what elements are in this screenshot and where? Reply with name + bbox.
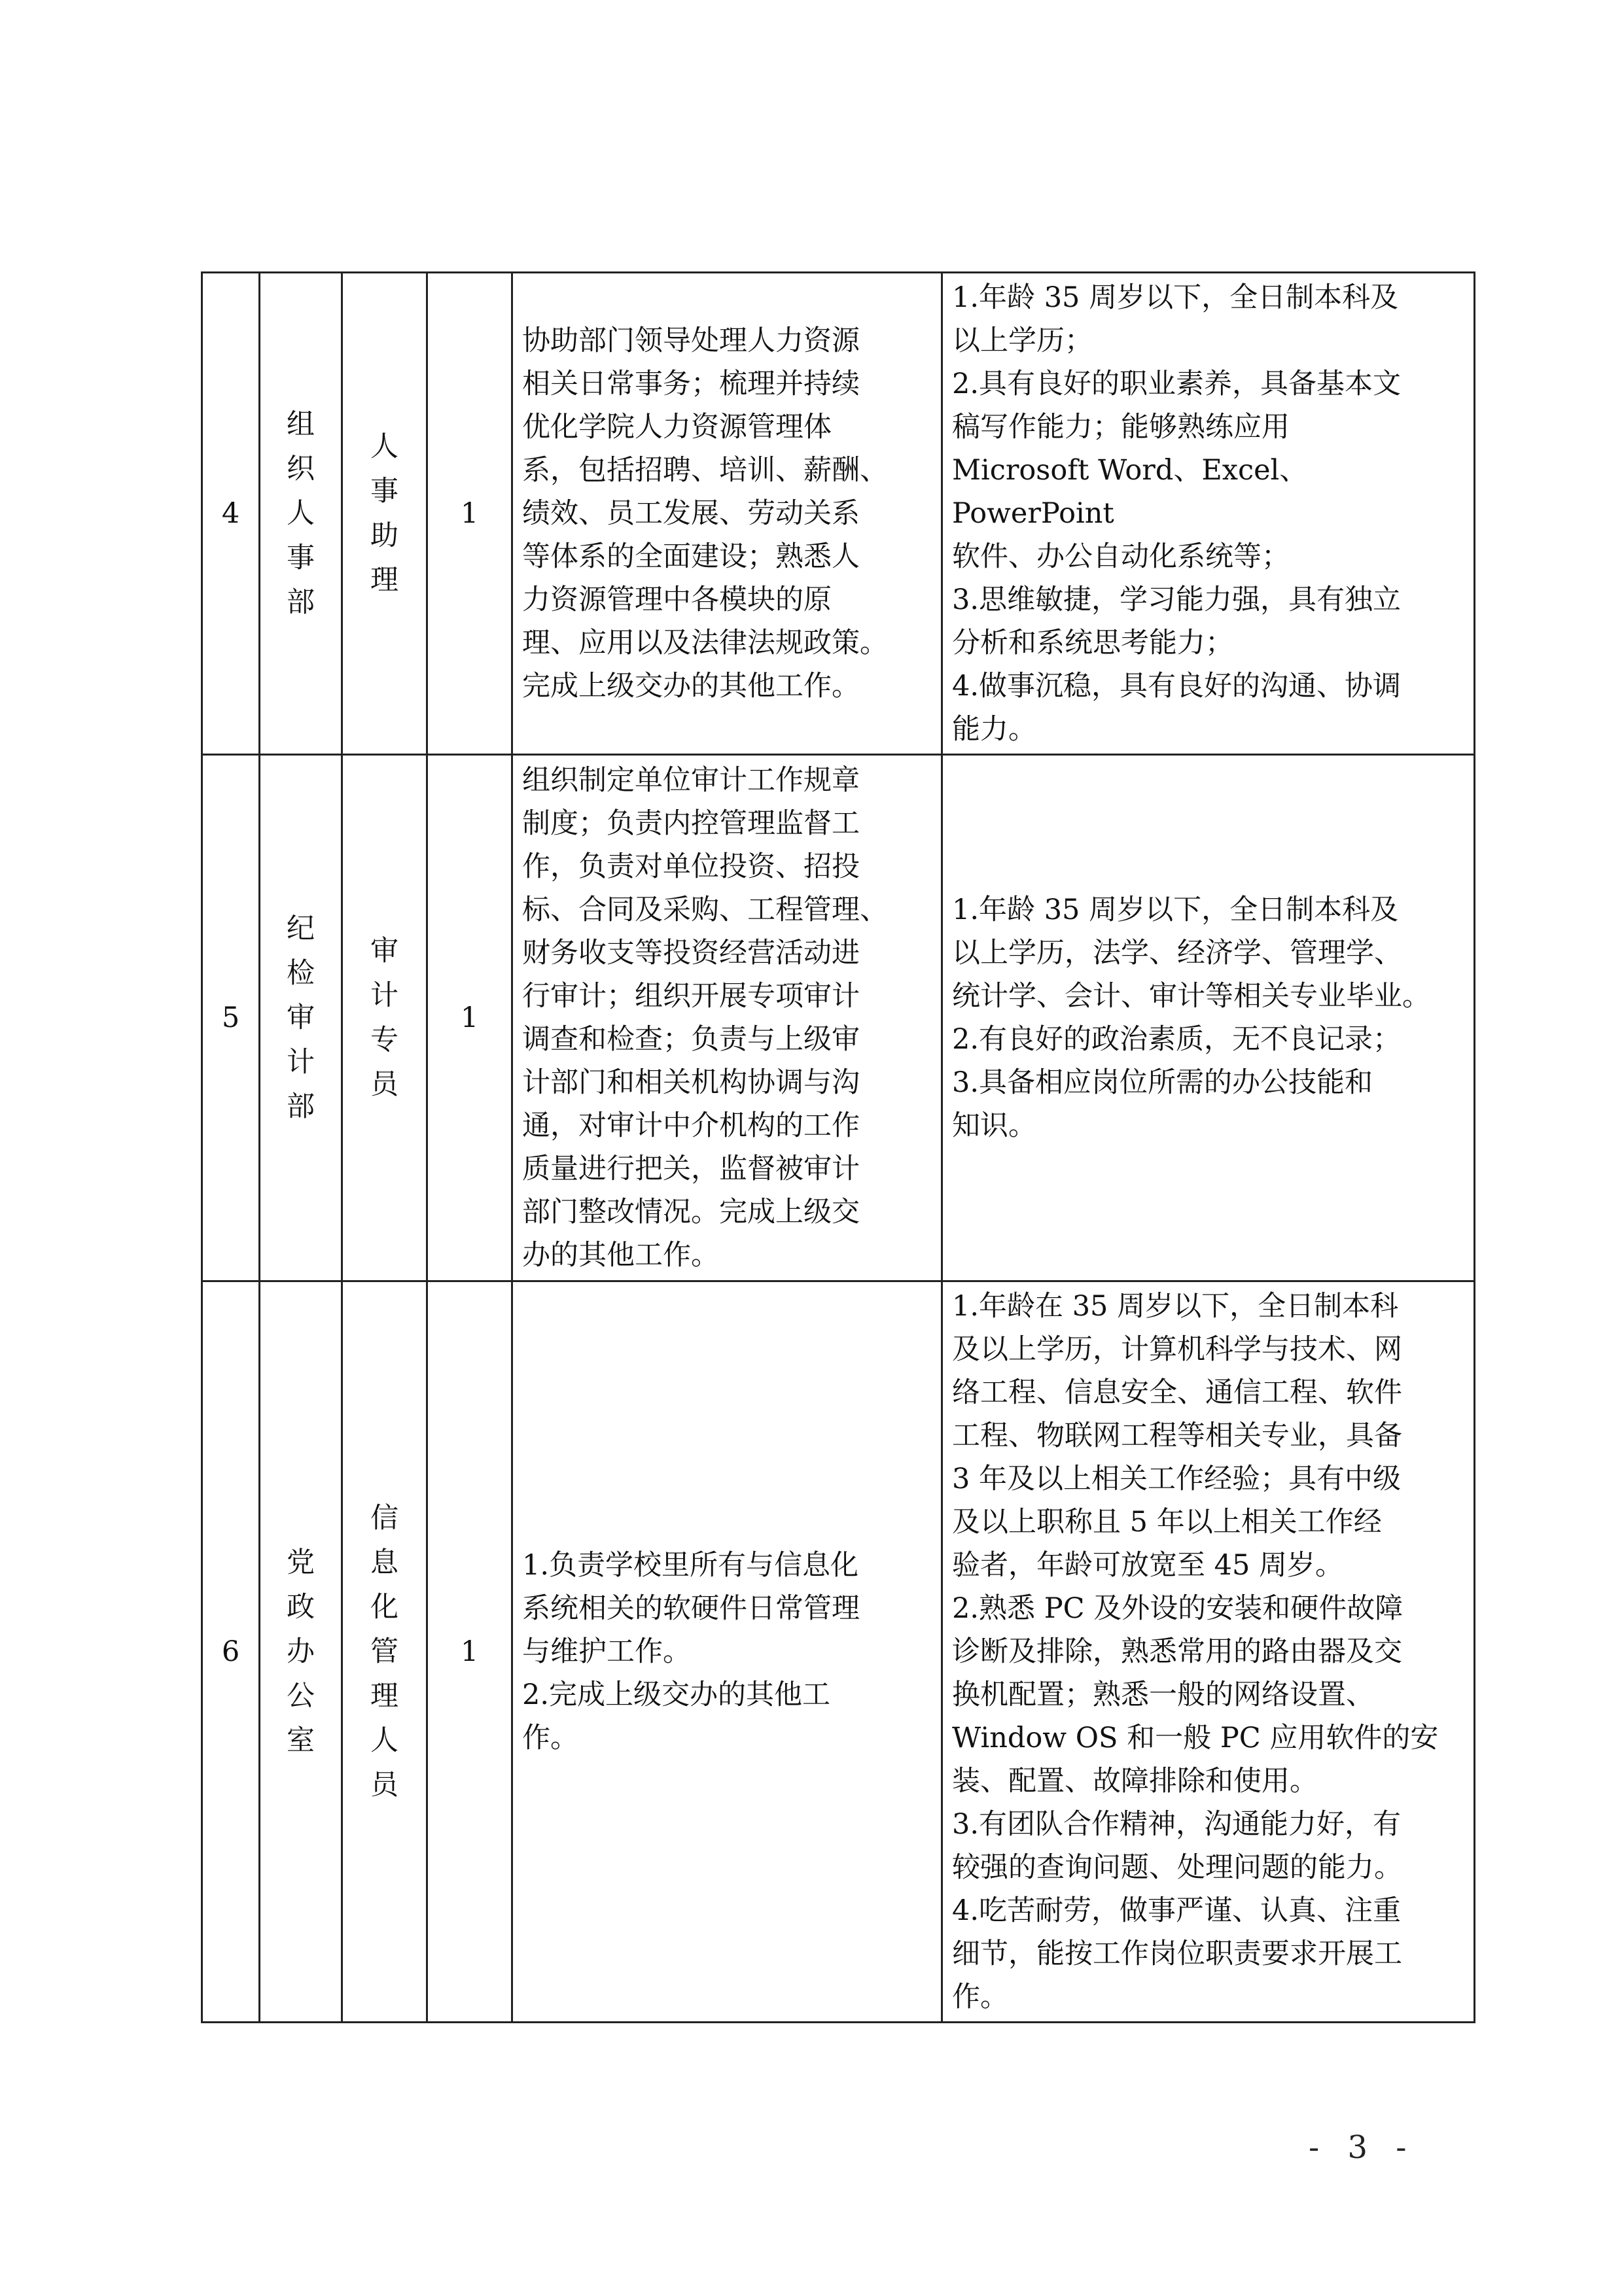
requirement-line: 3.具备相应岗位所需的办公技能和 [952,1066,1373,1099]
requirement-line: Window OS 和一般 PC 应用软件的安 [952,1722,1439,1754]
requirement-line: 及以上职称且 5 年以上相关工作经 [952,1506,1382,1539]
duty-line: 制度；负责内控管理监督工 [522,807,860,840]
requirement-line: 知识。 [952,1109,1036,1142]
position-name: 人事助理 [370,430,398,597]
duty-line: 2.完成上级交办的其他工 [522,1679,831,1711]
requirement-line: 2.有良好的政治素质，无不良记录； [952,1023,1402,1056]
position-cell [342,1281,427,2023]
duty-line: 作。 [522,1722,578,1754]
duty-line: 财务收支等投资经营活动进 [522,937,860,969]
duty-line: 完成上级交办的其他工作。 [522,670,860,703]
requirement-line: 装、配置、故障排除和使用。 [952,1765,1318,1798]
requirement-line: 换机配置；熟悉一般的网络设置、 [952,1679,1374,1711]
duty-line: 通，对审计中介机构的工作 [522,1109,860,1142]
duty-line: 部门整改情况。完成上级交 [522,1196,860,1228]
duty-line: 作，负责对单位投资、招投 [522,850,860,883]
headcount-cell: 1 [427,755,512,1281]
requirement-line: 分析和系统思考能力； [952,627,1233,659]
requirement-line: 4.做事沉稳，具有良好的沟通、协调 [952,670,1402,703]
requirement-line: 2.熟悉 PC 及外设的安装和硬件故障 [952,1592,1403,1625]
position-cell [342,755,427,1281]
requirement-cell [942,1281,1475,2023]
requirement-cell [942,273,1475,755]
position-cell [342,273,427,755]
duty-line: 与维护工作。 [522,1635,691,1668]
department-cell [260,1281,342,2023]
page-number: - 3 - [1309,2129,1416,2166]
requirement-line: 4.吃苦耐劳，做事严谨、认真、注重 [952,1894,1402,1927]
job-table [201,271,1475,2023]
requirement-line: 3 年及以上相关工作经验；具有中级 [952,1463,1402,1495]
requirement-line: 较强的查询问题、处理问题的能力。 [952,1851,1402,1884]
requirement-line: 工程、物联网工程等相关专业，具备 [952,1419,1402,1452]
department-name: 组织人事部 [286,408,315,619]
position-name: 信息化管理人员 [370,1502,398,1801]
table-row [202,755,1475,1281]
requirement-line: 以上学历； [952,324,1093,357]
duty-line: 理、应用以及法律法规政策。 [522,627,888,659]
requirement-line: 1.年龄在 35 周岁以下，全日制本科 [952,1290,1399,1323]
duty-line: 质量进行把关，监督被审计 [522,1153,860,1185]
requirement-line: 络工程、信息安全、通信工程、软件 [952,1376,1402,1409]
requirement-line: 软件、办公自动化系统等； [952,540,1290,573]
duty-line: 等体系的全面建设；熟悉人 [522,540,860,573]
duty-line: 力资源管理中各模块的原 [522,583,832,616]
duty-line: 系，包括招聘、培训、薪酬、 [522,454,888,487]
position-name: 审计专员 [370,935,398,1101]
duty-line: 调查和检查；负责与上级审 [522,1023,860,1056]
duty-line: 相关日常事务；梳理并持续 [522,368,860,400]
duty-line: 行审计；组织开展专项审计 [522,980,860,1013]
department-cell [260,273,342,755]
department-cell [260,755,342,1281]
table-row [202,1281,1475,2023]
requirement-line: 3.思维敏捷，学习能力强，具有独立 [952,583,1402,616]
duty-line: 绩效、员工发展、劳动关系 [522,497,860,530]
duty-line: 标、合同及采购、工程管理、 [522,894,888,926]
duty-line: 组织制定单位审计工作规章 [522,764,860,797]
duty-line: 1.负责学校里所有与信息化 [522,1549,859,1582]
row-number: 6 [202,1281,260,2023]
requirement-line: 3.有团队合作精神，沟通能力好，有 [952,1808,1402,1841]
requirement-line: 以上学历，法学、经济学、管理学、 [952,937,1402,969]
headcount-cell: 1 [427,1281,512,2023]
duty-line: 系统相关的软硬件日常管理 [522,1592,860,1625]
duty-cell [512,1281,942,2023]
requirement-line: 2.具有良好的职业素养，具备基本文 [952,368,1402,400]
requirement-line: 1.年龄 35 周岁以下，全日制本科及 [952,281,1399,314]
row-number: 5 [202,755,260,1281]
department-name: 党政办公室 [286,1546,315,1757]
row-number: 4 [202,273,260,755]
requirement-cell [942,755,1475,1281]
requirement-line: 稿写作能力；能够熟练应用 [952,411,1290,444]
duty-line: 办的其他工作。 [522,1239,719,1272]
table-row [202,273,1475,755]
requirement-line: 统计学、会计、审计等相关专业毕业。 [952,980,1430,1013]
department-name: 纪检审计部 [286,913,315,1123]
requirement-line: 及以上学历，计算机科学与技术、网 [952,1333,1402,1366]
requirement-line: 作。 [952,1981,1008,2013]
headcount-cell: 1 [427,273,512,755]
requirement-line: 验者，年龄可放宽至 45 周岁。 [952,1549,1344,1582]
requirement-line: 细节，能按工作岗位职责要求开展工 [952,1938,1402,1970]
duty-line: 协助部门领导处理人力资源 [522,324,860,357]
requirement-line: 能力。 [952,713,1036,746]
requirement-line: 1.年龄 35 周岁以下，全日制本科及 [952,894,1399,926]
requirement-line: 诊断及排除，熟悉常用的路由器及交 [952,1635,1402,1668]
duty-cell [512,755,942,1281]
requirement-line: Microsoft Word、Excel、PowerPoint [952,454,1308,530]
duty-line: 计部门和相关机构协调与沟 [522,1066,860,1099]
duty-cell [512,273,942,755]
duty-line: 优化学院人力资源管理体 [522,411,832,444]
